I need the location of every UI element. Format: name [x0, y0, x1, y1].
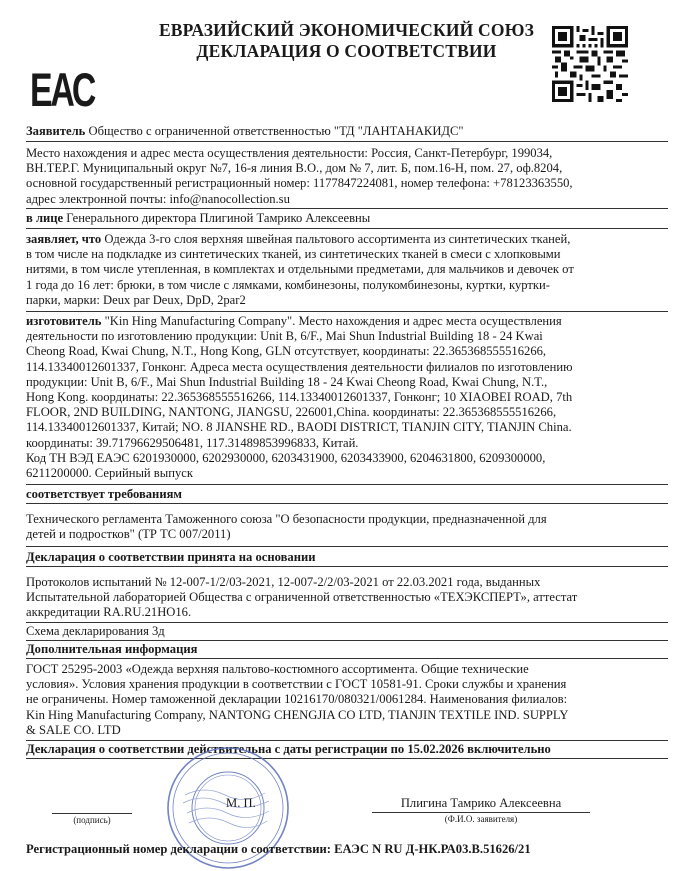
- additional-line: не ограничены. Номер таможенной декларации 10216170/080321/0061284. Наименования филиалов:: [26, 692, 568, 707]
- divider: [26, 622, 668, 623]
- union-title: ЕВРАЗИЙСКИЙ ЭКОНОМИЧЕСКИЙ СОЮЗ: [158, 20, 535, 40]
- basis-line: Протоколов испытаний № 12-007-1/2/03-2021, 12-007-2/2/03-2021 от 22.03.2021 года, выданных: [26, 575, 541, 589]
- applicant-line: [26, 124, 671, 139]
- product-description: [26, 232, 671, 308]
- manufacturer-line: деятельности по изготовлению продукции: Unit B, 6/F., Mai Shun Industrial Building 18 - 24 Kwai: [26, 329, 543, 344]
- divider: [26, 503, 668, 504]
- manufacturer-line: координаты: 39.71796629506481, 117.31489853996833, Китай.: [26, 435, 359, 450]
- additional-heading: Дополнительная информация: [26, 642, 198, 656]
- applicant-address: [26, 146, 671, 207]
- representative-label: в лице: [26, 211, 64, 225]
- manufacturer-label: изготовитель: [26, 314, 102, 328]
- basis-line: Испытательной лабораторией Общества с ограниченной ответственностью «ТЕХЭКСПЕРТ», аттестат: [26, 590, 578, 605]
- divider: [26, 311, 668, 312]
- manufacturer-line: Hong Kong. координаты: 22.365368555516266, 114.13340012601337, Гонконг; 10 XIAOBEI ROAD, 7th: [26, 390, 573, 405]
- manufacturer-line: "Kin Hing Manufacturing Company". Место нахождения и адрес места осуществления: [104, 314, 562, 328]
- basis-line: аккредитации RA.RU.21НО16.: [26, 605, 192, 620]
- requirements-text: [26, 512, 671, 542]
- product-line: в том числе на подкладке из синтетических тканей, из синтетических тканей в смеси с хлопковыми: [26, 247, 561, 262]
- applicant-name: Общество с ограниченной ответственностью "ТД "ЛАНТАНАКИДС": [88, 124, 464, 138]
- document-title: ДЕКЛАРАЦИЯ О СООТВЕТСТВИИ: [196, 41, 497, 61]
- qr-code-icon: [552, 26, 628, 102]
- signer-caption: (Ф.И.О. заявителя): [444, 814, 518, 824]
- eac-logo: ЕАС: [30, 63, 95, 116]
- divider: [26, 566, 668, 567]
- product-line: Одежда 3-го слоя верхняя швейная пальтового ассортимента из синтетических тканей,: [104, 232, 571, 246]
- representative-line: [26, 211, 671, 226]
- signer-name: Плигина Тамрико Алексеевна: [400, 796, 562, 810]
- basis-heading: Декларация о соответствии принята на основании: [26, 550, 316, 564]
- requirements-line: детей и подростков" (ТР ТС 007/2011): [26, 527, 231, 542]
- registration-number: Регистрационный номер декларации о соответствии: ЕАЭС N RU Д-НК.РА03.В.51626/21: [26, 842, 531, 856]
- divider: [26, 640, 668, 641]
- product-line: нитями, в том числе утепленная, в комплектах и отдельными предметами, для мальчиков и девочек от: [26, 262, 574, 277]
- divider: [26, 228, 668, 229]
- manufacturer-line: 114.13340012601337, Китай; NO. 8 JIANSHE RD., BAODI DISTRICT, TIANJIN CITY, TIANJIN China.: [26, 420, 572, 435]
- product-line: парки, марки: Deux par Deux, DpD, 2par2: [26, 292, 246, 307]
- additional-text: [26, 662, 671, 738]
- manufacturer-line: продукции: Unit B, 6/F., Mai Shun Industrial Building 18 - 24 Kwai Cheong Road, Kwai Chung, N.T.,: [26, 374, 548, 389]
- signature-caption: (подпись): [73, 815, 111, 825]
- divider: [26, 758, 668, 759]
- address-line: адрес электронной почты: info@nanocollection.su: [26, 191, 290, 206]
- manufacturer-line: FLOOR, 2ND BUILDING, NANTONG, JIANGSU, 226001,China. координаты: 22.365368555516266,: [26, 405, 557, 420]
- divider: [26, 484, 668, 485]
- validity-text: Декларация о соответствии действительна с даты регистрации по 15.02.2026 включительно: [26, 742, 551, 756]
- additional-line: Kin Hing Manufacturing Company, NANTONG CHENGJIA CO LTD, TIANJIN TEXTILE IND. SUPPLY: [26, 707, 569, 722]
- address-line: ВН.ТЕР.Г. Муниципальный округ №7, 16-я линия В.О., дом № 7, лит. Б, пом.16-Н, пом. 27, оф.8204,: [26, 161, 563, 176]
- additional-line: & SALE CO. LTD: [26, 722, 121, 737]
- divider: [26, 208, 668, 209]
- additional-line: ГОСТ 25295-2003 «Одежда верхняя пальтово-костюмного ассортимента. Общие технические: [26, 662, 529, 676]
- manufacturer-line: 114.13340012601337, Гонконг. Адреса места осуществления деятельности филиалов по изготовлению: [26, 359, 573, 374]
- applicant-label: Заявитель: [26, 124, 86, 138]
- representative-text: Генерального директора Плигиной Тамрико Алексеевны: [66, 211, 371, 225]
- divider: [26, 546, 668, 547]
- requirements-line: Технического регламента Таможенного союза "О безопасности продукции, предназначенной для: [26, 512, 547, 526]
- basis-text: [26, 575, 671, 621]
- requirements-heading: соответствует требованиям: [26, 487, 182, 501]
- divider: [26, 740, 668, 741]
- signer-line: [372, 812, 590, 813]
- tnved-line: Код ТН ВЭД ЕАЭС 6201930000, 6202930000, 6203431900, 6203433900, 6204631800, 6209300000,: [26, 450, 546, 465]
- tnved-line: 6211200000. Серийный выпуск: [26, 466, 193, 481]
- divider: [26, 141, 668, 142]
- scheme-text: Схема декларирования 3д: [26, 624, 165, 638]
- declares-label: заявляет, что: [26, 232, 102, 246]
- manufacturer-line: Cheong Road, Kwai Chung, N.T., Hong Kong, GLN отсутствует, координаты: 22.365368555516266,: [26, 344, 547, 359]
- divider: [26, 658, 668, 659]
- address-line: Место нахождения и адрес места осуществления деятельности: Россия, Санкт-Петербург, 199034,: [26, 146, 553, 160]
- additional-line: условия». Условия хранения продукции в соответствии с ГОСТ 10581-91. Сроки службы и хранения: [26, 677, 567, 692]
- signature-line: [52, 813, 132, 814]
- address-line: основной государственный регистрационный номер: 1177847224081, номер телефона: +78123363550,: [26, 176, 573, 191]
- product-line: 1 года до 16 лет: брюки, в том числе с лямками, комбинезоны, полукомбинезоны, куртки, куртки-: [26, 277, 550, 292]
- manufacturer-block: [26, 314, 671, 481]
- stamp-place: М. П.: [226, 796, 256, 810]
